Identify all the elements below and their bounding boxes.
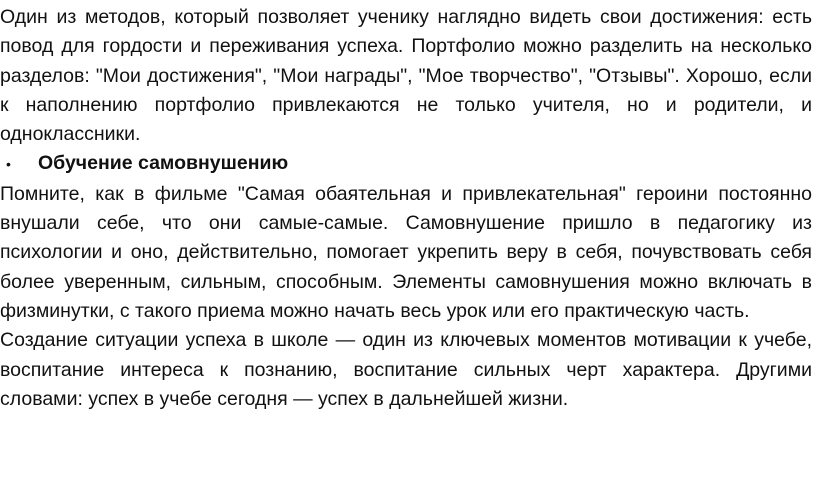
bullet-heading: Обучение самовнушению	[38, 152, 289, 175]
intro-paragraph: Один из методов, который позволяет ученику наглядно видеть свои достижения: есть повод для гордости и переживания успеха. Портфолио можно разделить на несколько разделов: "Мои достижения", "Мои награды", "Мое творчество", "Отзывы". Хорошо, если к наполнению портфолио привлекаются не только учителя, но и родители, и одноклассники.	[0, 6, 812, 146]
bullet-item-self-suggestion	[0, 149, 812, 179]
document-body	[0, 3, 812, 414]
success-paragraph: Создание ситуации успеха в школе — один из ключевых моментов мотивации к учебе, воспитание интереса к познанию, воспитание сильных черт характера. Другими словами: успех в учебе сегодня — успех в дальнейшей жизни.	[0, 329, 812, 410]
self-suggestion-paragraph: Помните, как в фильме "Самая обаятельная и привлекательная" героини постоянно внушали себе, что они самые-самые. Самовнушение пришло в педагогику из психологии и оно, действительно, помогает укрепить веру в себя, почувствовать себя более уверенным, сильным, способным. Элементы самовнушения можно включать в физминутки, с такого приема можно начать весь урок или его практическую часть.	[0, 182, 812, 322]
bullet-dot-icon: •	[6, 156, 11, 173]
